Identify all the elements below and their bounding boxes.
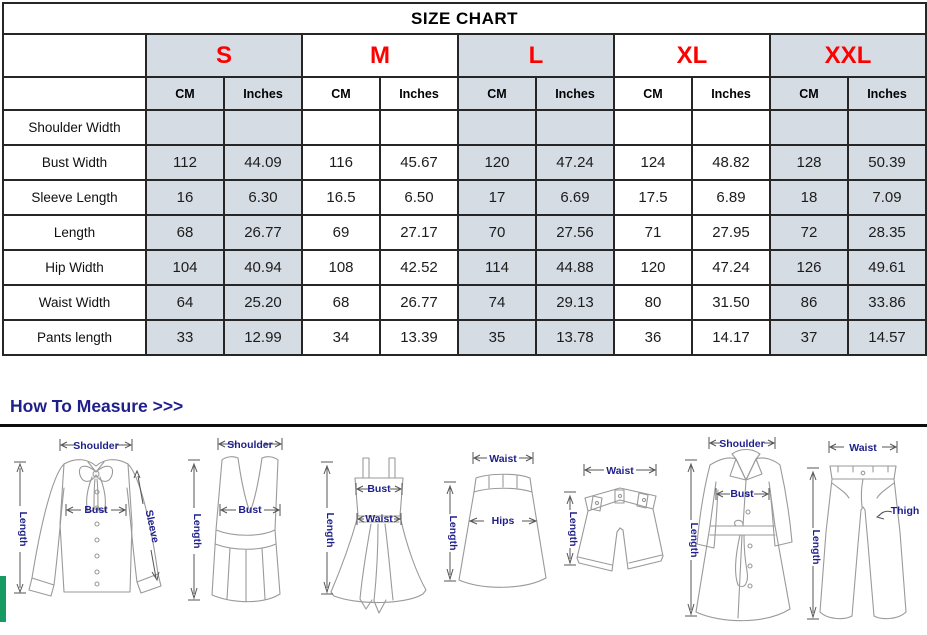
- value-cell: 28.35: [848, 215, 926, 250]
- size-header-l: L: [458, 34, 614, 77]
- value-cell: 128: [770, 145, 848, 180]
- value-cell: 48.82: [692, 145, 770, 180]
- value-cell: 6.89: [692, 180, 770, 215]
- dress-drawing: [315, 432, 440, 625]
- waist-measure-label: Waist: [489, 453, 517, 465]
- value-cell: 18: [770, 180, 848, 215]
- value-cell: 12.99: [224, 320, 302, 355]
- value-cell: 17.5: [614, 180, 692, 215]
- value-cell: [848, 110, 926, 145]
- value-cell: 114: [458, 250, 536, 285]
- row-label: Waist Width: [3, 285, 146, 320]
- value-cell: 33: [146, 320, 224, 355]
- length-measure-label: Length: [447, 515, 459, 551]
- value-cell: 47.24: [536, 145, 614, 180]
- value-cell: [302, 110, 380, 145]
- size-chart-title: SIZE CHART: [3, 3, 926, 34]
- length-measure-label: Length: [324, 512, 336, 548]
- bust-measure-label: Bust: [367, 483, 391, 495]
- value-cell: [692, 110, 770, 145]
- bust-measure-label: Bust: [84, 504, 108, 516]
- waist-measure-label: Waist: [606, 465, 634, 477]
- value-cell: 35: [458, 320, 536, 355]
- value-cell: [380, 110, 458, 145]
- value-cell: 74: [458, 285, 536, 320]
- shorts-drawing: [560, 432, 680, 625]
- tank-top-drawing: [178, 432, 315, 625]
- value-cell: [614, 110, 692, 145]
- shoulder-measure-label: Shoulder: [227, 439, 273, 451]
- blouse-figure: [0, 432, 178, 625]
- value-cell: 6.69: [536, 180, 614, 215]
- row-label: Bust Width: [3, 145, 146, 180]
- bust-measure-label: Bust: [238, 504, 262, 516]
- length-measure-label: Length: [191, 513, 203, 549]
- unit-header-inches: Inches: [224, 77, 302, 110]
- size-header-s: S: [146, 34, 302, 77]
- divider-line: [0, 424, 927, 427]
- value-cell: [458, 110, 536, 145]
- unit-header-cm: CM: [614, 77, 692, 110]
- size-header-m: M: [302, 34, 458, 77]
- value-cell: 14.17: [692, 320, 770, 355]
- value-cell: 27.95: [692, 215, 770, 250]
- unit-header-cm: CM: [302, 77, 380, 110]
- value-cell: 29.13: [536, 285, 614, 320]
- size-header-xl: XL: [614, 34, 770, 77]
- skirt-drawing: [440, 432, 560, 625]
- length-measure-label: Length: [567, 511, 579, 547]
- value-cell: 69: [302, 215, 380, 250]
- value-cell: 108: [302, 250, 380, 285]
- size-chart-table: [2, 2, 927, 356]
- row-label: Hip Width: [3, 250, 146, 285]
- row-label: Sleeve Length: [3, 180, 146, 215]
- value-cell: 34: [302, 320, 380, 355]
- value-cell: 13.39: [380, 320, 458, 355]
- value-cell: 112: [146, 145, 224, 180]
- shoulder-measure-label: Shoulder: [719, 438, 765, 450]
- value-cell: 70: [458, 215, 536, 250]
- value-cell: 64: [146, 285, 224, 320]
- value-cell: 26.77: [224, 215, 302, 250]
- value-cell: 44.88: [536, 250, 614, 285]
- pants-drawing: [800, 432, 927, 630]
- value-cell: 126: [770, 250, 848, 285]
- unit-header-cm: CM: [770, 77, 848, 110]
- blouse-drawing: [0, 432, 178, 625]
- value-cell: 71: [614, 215, 692, 250]
- pants-figure: [800, 432, 927, 625]
- size-chart-table-body: [3, 3, 926, 355]
- value-cell: 44.09: [224, 145, 302, 180]
- waist-measure-label: Waist: [849, 442, 877, 454]
- value-cell: 49.61: [848, 250, 926, 285]
- value-cell: 124: [614, 145, 692, 180]
- value-cell: 68: [146, 215, 224, 250]
- value-cell: 68: [302, 285, 380, 320]
- value-cell: [224, 110, 302, 145]
- value-cell: 120: [614, 250, 692, 285]
- bust-measure-label: Bust: [730, 488, 754, 500]
- value-cell: 6.50: [380, 180, 458, 215]
- unit-header-cm: CM: [146, 77, 224, 110]
- value-cell: 47.24: [692, 250, 770, 285]
- value-cell: 80: [614, 285, 692, 320]
- unit-header-inches: Inches: [380, 77, 458, 110]
- value-cell: 42.52: [380, 250, 458, 285]
- value-cell: 104: [146, 250, 224, 285]
- row-label: Pants length: [3, 320, 146, 355]
- value-cell: 27.17: [380, 215, 458, 250]
- value-cell: 17: [458, 180, 536, 215]
- value-cell: 16.5: [302, 180, 380, 215]
- table-row: [3, 250, 926, 285]
- unit-header-inches: Inches: [848, 77, 926, 110]
- value-cell: 7.09: [848, 180, 926, 215]
- dress-figure: [315, 432, 440, 625]
- coat-figure: [680, 432, 800, 625]
- table-row: [3, 215, 926, 250]
- length-measure-label: Length: [688, 522, 700, 558]
- unit-header-inches: Inches: [692, 77, 770, 110]
- value-cell: 33.86: [848, 285, 926, 320]
- row-label: Length: [3, 215, 146, 250]
- length-measure-label: Length: [810, 529, 822, 565]
- row-label: Shoulder Width: [3, 110, 146, 145]
- skirt-figure: [440, 432, 560, 625]
- value-cell: 25.20: [224, 285, 302, 320]
- value-cell: 40.94: [224, 250, 302, 285]
- how-to-measure-figures: [0, 432, 927, 628]
- waist-measure-label: Waist: [365, 513, 393, 525]
- value-cell: 14.57: [848, 320, 926, 355]
- length-measure-label: Length: [17, 511, 29, 547]
- size-header-xxl: XXL: [770, 34, 926, 77]
- tank-top-figure: [178, 432, 315, 625]
- value-cell: 6.30: [224, 180, 302, 215]
- table-row: [3, 145, 926, 180]
- table-row: [3, 320, 926, 355]
- coat-drawing: [680, 432, 800, 630]
- unit-header-inches: Inches: [536, 77, 614, 110]
- value-cell: 45.67: [380, 145, 458, 180]
- table-row: [3, 180, 926, 215]
- sleeve-measure-label: Sleeve: [142, 508, 162, 544]
- hips-measure-label: Hips: [491, 515, 515, 527]
- corner-cell: [3, 34, 146, 77]
- value-cell: [770, 110, 848, 145]
- value-cell: 50.39: [848, 145, 926, 180]
- value-cell: 27.56: [536, 215, 614, 250]
- table-row: [3, 285, 926, 320]
- table-row: [3, 110, 926, 145]
- value-cell: 86: [770, 285, 848, 320]
- value-cell: 13.78: [536, 320, 614, 355]
- shorts-figure: [560, 432, 680, 625]
- thigh-measure-label: Thigh: [890, 505, 920, 517]
- value-cell: [146, 110, 224, 145]
- value-cell: 116: [302, 145, 380, 180]
- value-cell: [536, 110, 614, 145]
- green-edge-bar: [0, 576, 6, 622]
- value-cell: 26.77: [380, 285, 458, 320]
- shoulder-measure-label: Shoulder: [73, 440, 119, 452]
- corner-cell: [3, 77, 146, 110]
- value-cell: 16: [146, 180, 224, 215]
- value-cell: 72: [770, 215, 848, 250]
- how-to-measure-heading: How To Measure >>>: [10, 396, 184, 416]
- value-cell: 120: [458, 145, 536, 180]
- value-cell: 37: [770, 320, 848, 355]
- value-cell: 36: [614, 320, 692, 355]
- value-cell: 31.50: [692, 285, 770, 320]
- unit-header-cm: CM: [458, 77, 536, 110]
